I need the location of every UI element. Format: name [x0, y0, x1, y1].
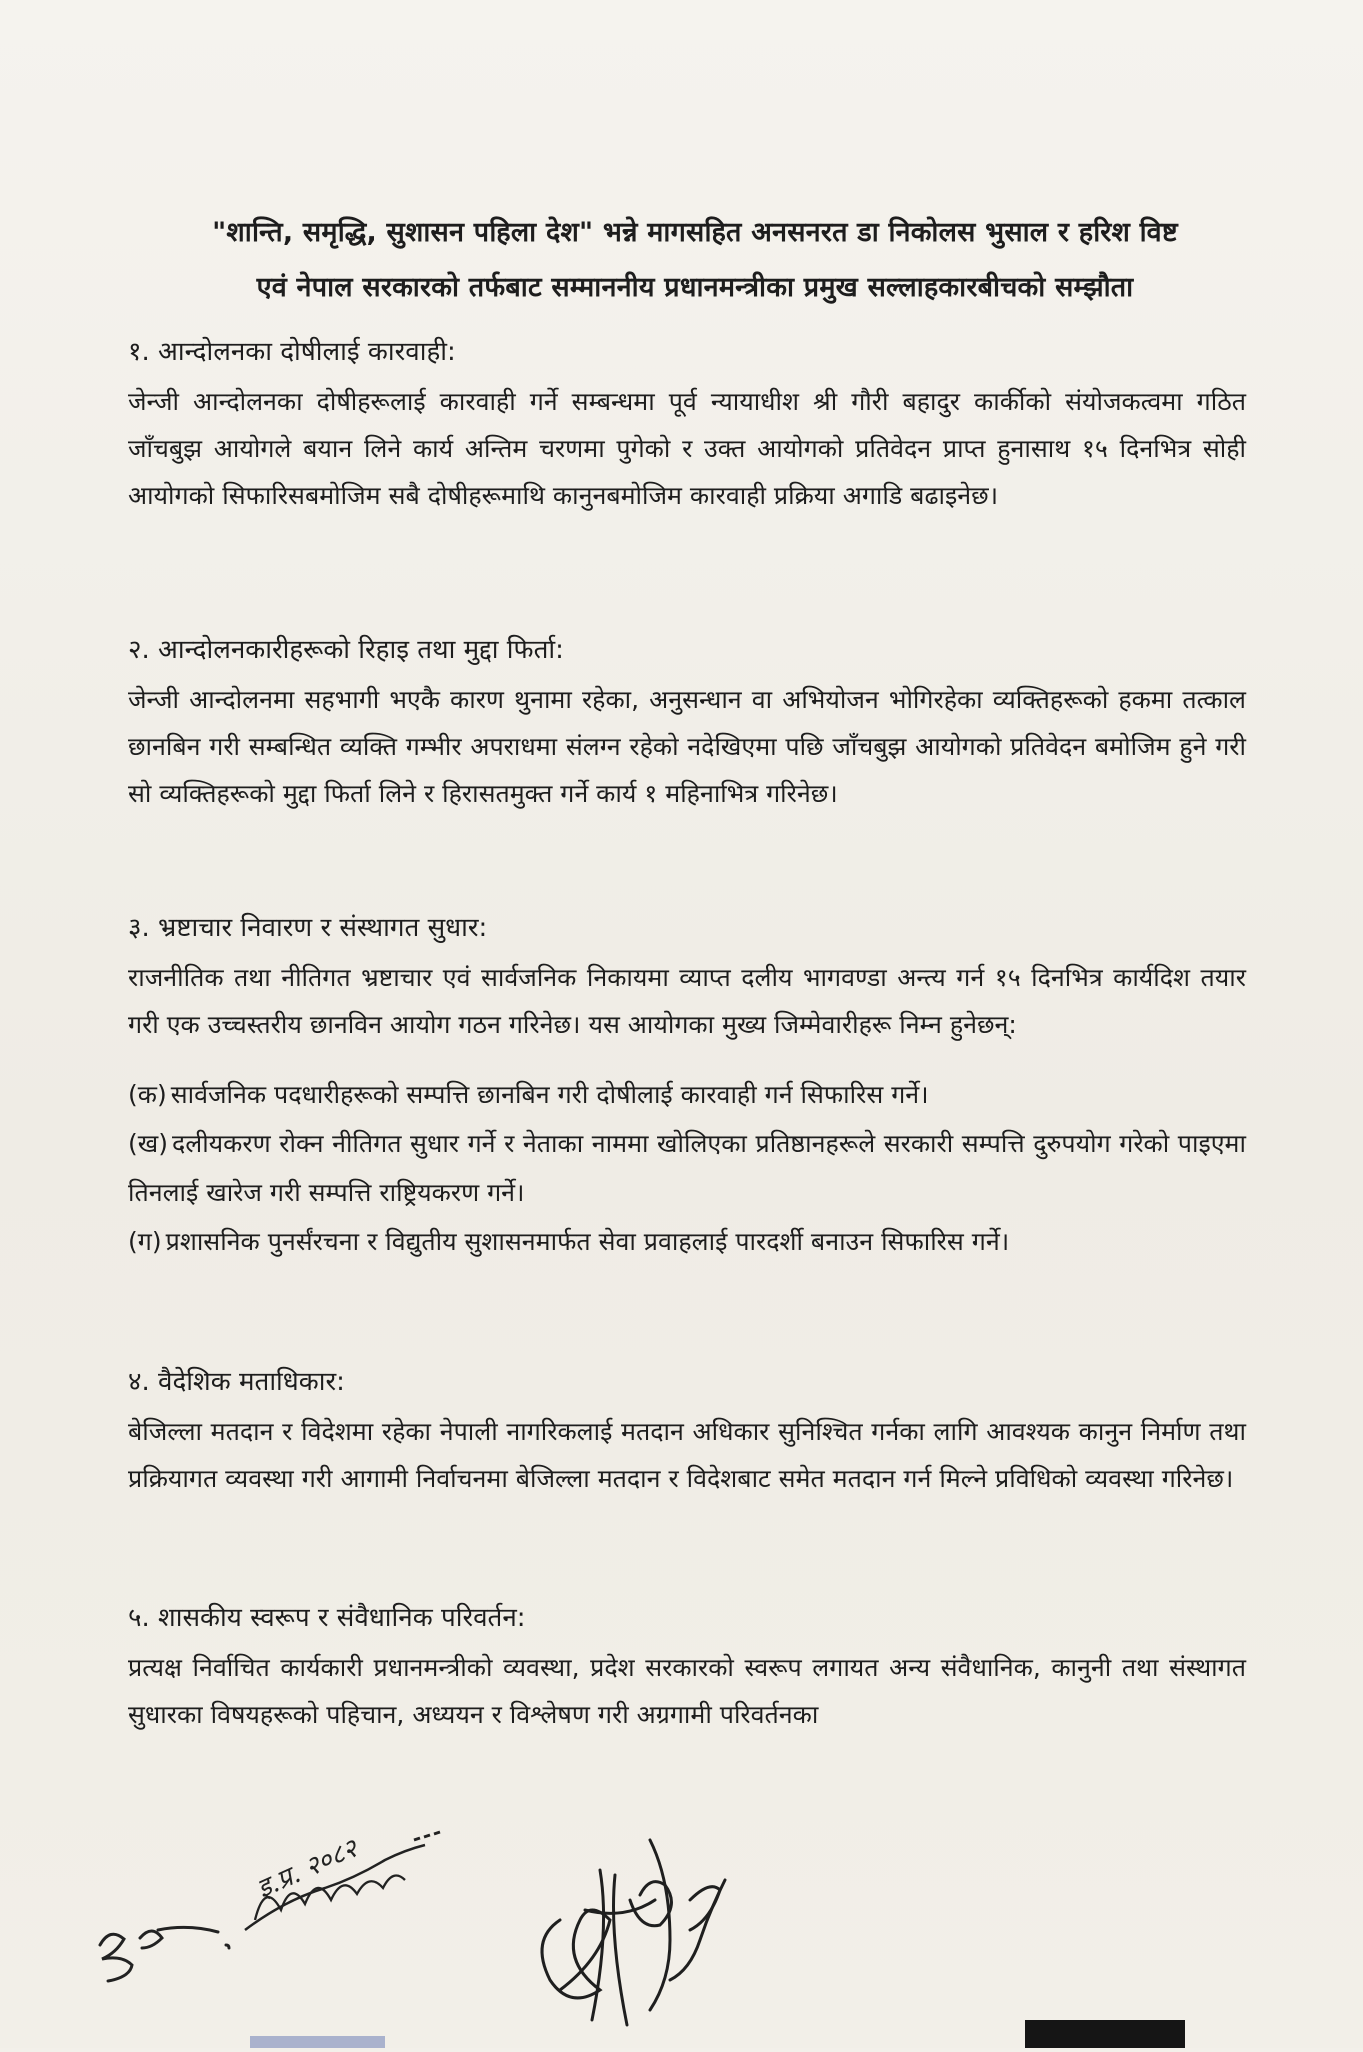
section-heading: ५. शासकीय स्वरूप र संवैधानिक परिवर्तन:: [128, 1603, 526, 1633]
section-heading: २. आन्दोलनकारीहरूको रिहाइ तथा मुद्दा फिर्ता:: [128, 635, 564, 665]
section-body: जेन्जी आन्दोलनका दोषीहरूलाई कारवाही गर्ने सम्बन्धमा पूर्व न्यायाधीश श्री गौरी बहादुर कार्कीको संयोजकत्वमा गठित जाँचबुझ आयोगले बयान लिने कार्य अन्तिम चरणमा पुगेको र उक्त आयोगको प्रतिवेदन प्राप्त हुनासाथ १५ दिनभित्र सोही आयोगको सिफारिसबमोजिम सबै दोषीहरूमाथि कानुनबमोजिम कारवाही प्रक्रिया अगाडि बढाइनेछ।: [128, 387, 1246, 510]
list-item: [128, 1217, 1246, 1266]
title-line-1: "शान्ति, समृद्धि, सुशासन पहिला देश" भन्ने मागसहित अनसनरत डा निकोलस भुसाल र हरिश विष्ट: [212, 217, 1178, 248]
section-1: [128, 332, 1246, 519]
section-body: बेजिल्ला मतदान र विदेशमा रहेका नेपाली नागरिकलाई मतदान अधिकार सुनिश्चित गर्नका लागि आवश्यक कानुन निर्माण तथा प्रक्रियागत व्यवस्था गरी आगामी निर्वाचनमा बेजिल्ला मतदान र विदेशबाट समेत मतदान गर्न मिल्ने प्रविधिको व्यवस्था गरिनेछ।: [128, 1417, 1246, 1493]
list-item-label: (क): [128, 1080, 167, 1109]
list-item-label: (ग): [128, 1227, 162, 1256]
section-5: [128, 1598, 1246, 1738]
signature-area: [0, 1780, 1363, 2048]
responsibility-list: [128, 1070, 1246, 1266]
left-handwriting: [245, 1832, 440, 1930]
list-item: [128, 1070, 1246, 1119]
section-3: [128, 908, 1246, 1266]
section-heading: १. आन्दोलनका दोषीलाई कारवाही:: [128, 337, 456, 367]
list-item-text: सार्वजनिक पदधारीहरूको सम्पत्ति छानबिन गरी दोषीलाई कारवाही गर्न सिफारिस गर्ने।: [170, 1080, 929, 1109]
right-signature: [542, 1840, 725, 2025]
handwritten-date: इ.प्र. २०८२: [252, 1833, 363, 1905]
section-heading: ४. वैदेशिक मताधिकार:: [128, 1367, 345, 1397]
signatures-svg: [0, 1780, 1363, 2048]
scan-edge-blue-mark: [250, 2036, 385, 2048]
list-item-label: (ख): [128, 1129, 168, 1158]
section-body: प्रत्यक्ष निर्वाचित कार्यकारी प्रधानमन्त्रीको व्यवस्था, प्रदेश सरकारको स्वरूप लगायत अन्य संवैधानिक, कानुनी तथा संस्थागत सुधारका विषयहरूको पहिचान, अध्ययन र विश्लेषण गरी अग्रगामी परिवर्तनका: [128, 1653, 1246, 1729]
list-item: [128, 1119, 1246, 1217]
list-item-text: दलीयकरण रोक्न नीतिगत सुधार गर्ने र नेताका नाममा खोलिएका प्रतिष्ठानहरूले सरकारी सम्पत्ति दुरुपयोग गरेको पाइएमा तिनलाई खारेज गरी सम्पत्ति राष्ट्रियकरण गर्ने।: [128, 1129, 1246, 1207]
section-2: [128, 630, 1246, 817]
section-4: [128, 1362, 1246, 1502]
section-body: राजनीतिक तथा नीतिगत भ्रष्टाचार एवं सार्वजनिक निकायमा व्याप्त दलीय भागवण्डा अन्त्य गर्न १५ दिनभित्र कार्यदिश तयार गरी एक उच्चस्तरीय छानविन आयोग गठन गरिनेछ। यस आयोगका मुख्य जिम्मेवारीहरू निम्न हुनेछन्:: [128, 963, 1246, 1039]
document-title: [120, 205, 1270, 315]
left-signature: [100, 1927, 229, 1981]
section-body: जेन्जी आन्दोलनमा सहभागी भएकै कारण थुनामा रहेका, अनुसन्धान वा अभियोजन भोगिरहेका व्यक्तिहरूको हकमा तत्काल छानबिन गरी सम्बन्धित व्यक्ति गम्भीर अपराधमा संलग्न रहेको नदेखिएमा पछि जाँचबुझ आयोगको प्रतिवेदन बमोजिम हुने गरी सो व्यक्तिहरूको मुद्दा फिर्ता लिने र हिरासतमुक्त गर्ने कार्य १ महिनाभित्र गरिनेछ।: [128, 685, 1246, 808]
section-heading: ३. भ्रष्टाचार निवारण र संस्थागत सुधार:: [128, 913, 488, 943]
title-line-2: एवं नेपाल सरकारको तर्फबाट सम्माननीय प्रधानमन्त्रीका प्रमुख सल्लाहकारबीचको सम्झौता: [256, 272, 1134, 303]
list-item-text: प्रशासनिक पुनर्संरचना र विद्युतीय सुशासनमार्फत सेवा प्रवाहलाई पारदर्शी बनाउन सिफारिस गर्ने।: [165, 1227, 1010, 1256]
scan-edge-dark-bar: [1025, 2020, 1185, 2048]
